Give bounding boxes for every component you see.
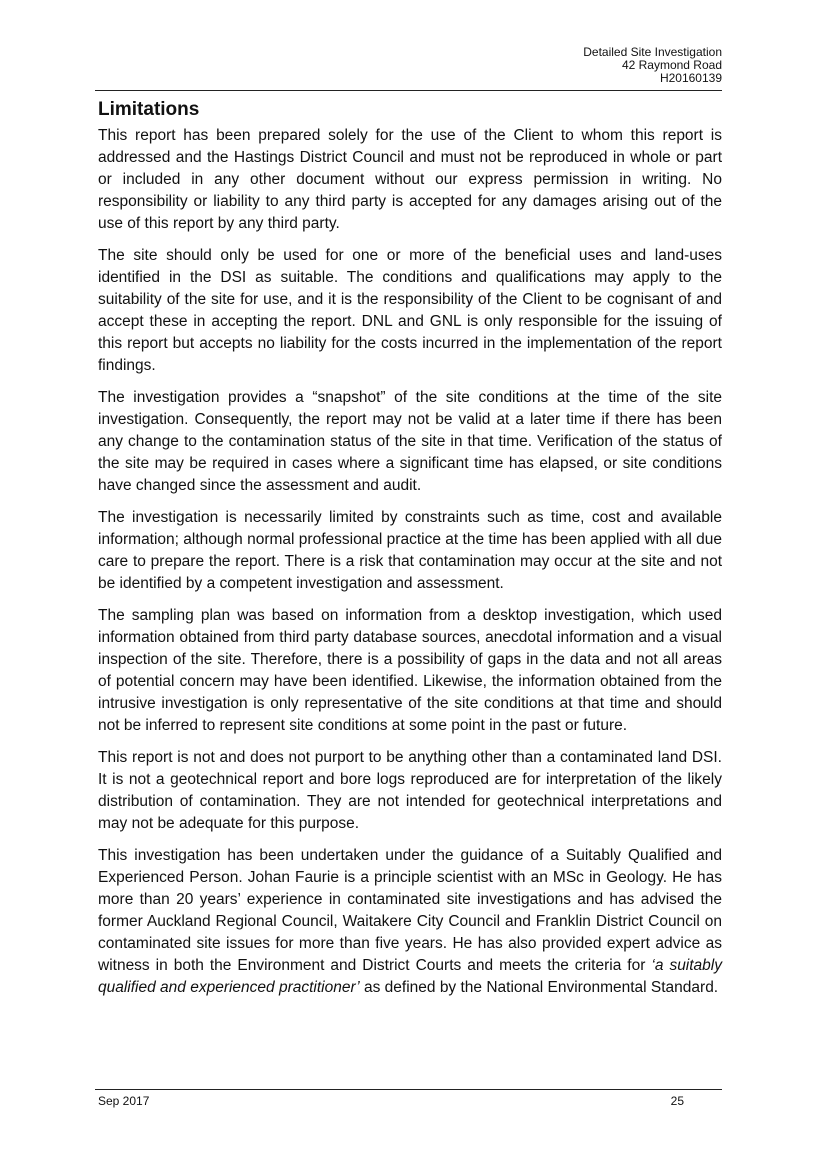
- section-title: Limitations: [98, 99, 200, 120]
- sqep-italic-quote: ‘a suitably qualified and experienced practitioner’: [98, 957, 722, 996]
- paragraph-constraints: The investigation is necessarily limited by constraints such as time, cost and available information; although normal professional practice at the time has been applied with all due care to prepare the report. There is a risk that contamination may occur at the site and not be identified by a competent investigation and assessment.: [98, 509, 722, 592]
- running-header: [583, 46, 722, 85]
- body-text: [98, 125, 722, 1009]
- header-document-title: Detailed Site Investigation: [583, 45, 722, 59]
- paragraph-client-use: This report has been prepared solely for the use of the Client to whom this report is addressed and the Hastings District Council and must not be reproduced in whole or part or included in any other document without our express permission in writing. No responsibility or liability to any third party is accepted for any damages arising out of the use of this report by any third party.: [98, 127, 722, 232]
- header-rule: [95, 90, 722, 91]
- paragraph-sqep: [98, 845, 722, 999]
- header-site-address: 42 Raymond Road: [621, 58, 722, 72]
- sqep-text-start: This investigation has been undertaken under the guidance of a Suitably Qualified and Experienced Person. Johan Faurie is a principle scientist with an MSc in Geology. He has more than 20 years’ experience in contaminated site investigations and has advised the former Auckland Regional Council, Waitakere City Council and Franklin District Council on contaminated site issues for more than five years. He has also provided expert advice as witness in both the Environment and District Courts and meets the criteria for: [98, 847, 722, 974]
- paragraph-site-use: The site should only be used for one or more of the beneficial uses and land-uses identified in the DSI as suitable. The conditions and qualifications may apply to the suitability of the site for use, and it is the responsibility of the Client to be cognisant of and accept these in accepting the report. DNL and GNL is only responsible for the issuing of this report but accepts no liability for the costs incurred in the implementation of the report findings.: [98, 247, 722, 374]
- sqep-text-end: as defined by the National Environmental Standard.: [359, 979, 719, 996]
- paragraph-sampling-plan: The sampling plan was based on information from a desktop investigation, which used information obtained from third party database sources, anecdotal information and a visual inspection of the site. Therefore, there is a possibility of gaps in the data and not all areas of potential concern may have been identified. Likewise, the information obtained from the intrusive investigation is only representative of the site conditions at that time and should not be inferred to represent site conditions at some point in the past or future.: [98, 607, 722, 734]
- page-number: 25: [670, 1094, 684, 1108]
- paragraph-snapshot: The investigation provides a “snapshot” of the site conditions at the time of the site investigation. Consequently, the report may not be valid at a later time if there has been any change to the contamination status of the site in that time. Verification of the status of the site may be required in cases where a significant time has elapsed, or site conditions have changed since the assessment and audit.: [98, 389, 722, 494]
- footer-rule: [95, 1089, 722, 1090]
- paragraph-report-scope: This report is not and does not purport to be anything other than a contaminated land DSI. It is not a geotechnical report and bore logs reproduced are for interpretation of the likely distribution of contamination. They are not intended for geotechnical interpretations and may not be adequate for this purpose.: [98, 749, 722, 832]
- footer-date: Sep 2017: [98, 1094, 150, 1108]
- header-job-number: H20160139: [659, 71, 722, 85]
